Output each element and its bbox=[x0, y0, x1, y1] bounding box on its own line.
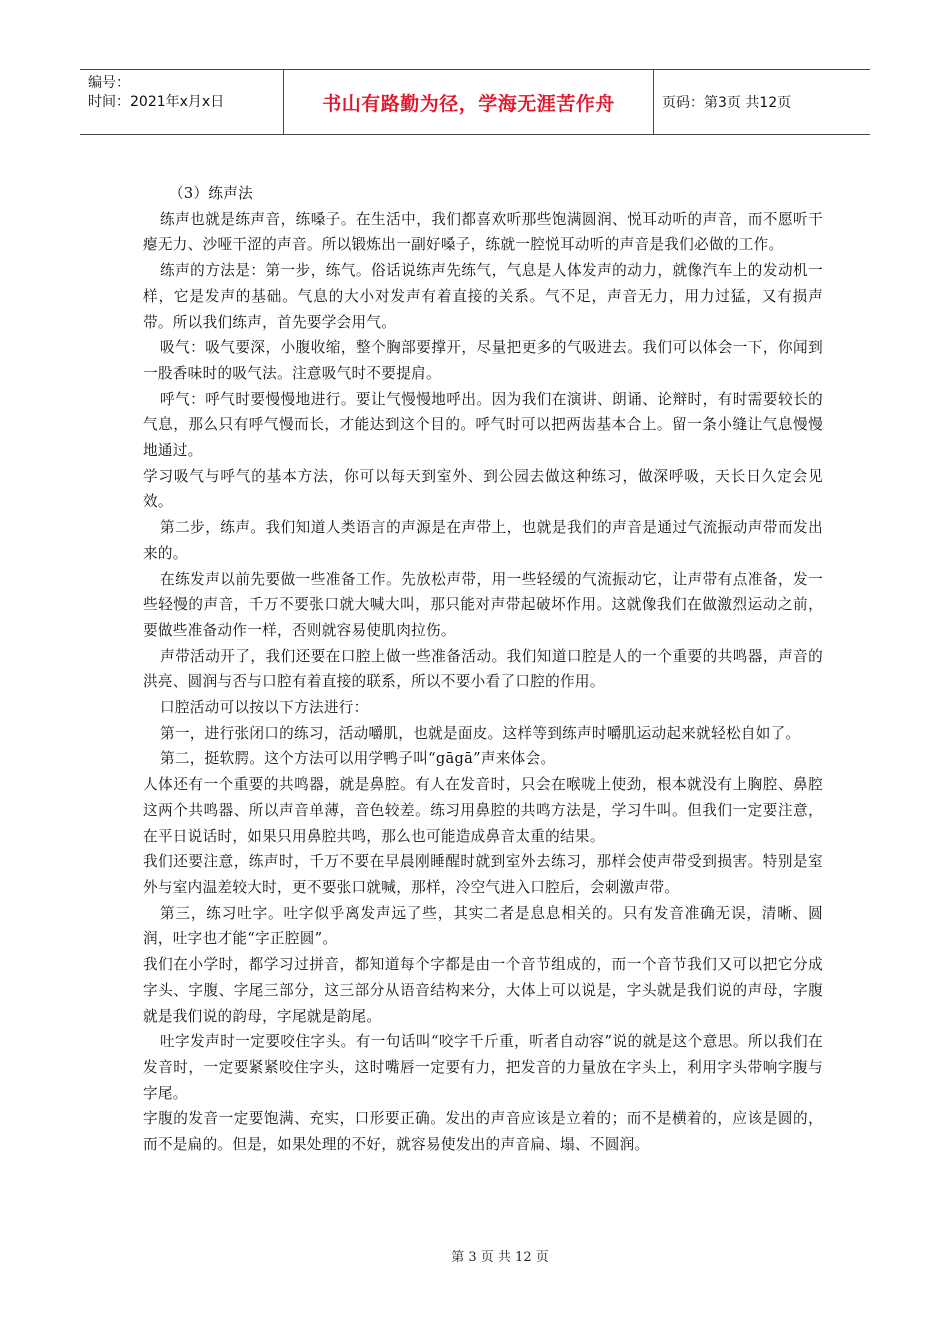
paragraph: 字腹的发音一定要饱满、充实，口形要正确。发出的声音应该是立着的；而不是横着的，应该是圆的，而不是扁的。但是，如果处理的不好，就容易使发出的声音扁、塌、不圆润。 bbox=[143, 1110, 823, 1154]
paragraph: 第一，进行张闭口的练习，活动嚼肌，也就是面皮。这样等到练声时嚼肌运动起来就轻松自如了。 bbox=[160, 724, 801, 742]
header-meta bbox=[80, 70, 284, 134]
paragraph: 第二步，练声。我们知道人类语言的声源是在声带上，也就是我们的声音是通过气流振动声带而发出来的。 bbox=[143, 519, 823, 562]
header-time-label: 时间：2021年x月x日 bbox=[88, 94, 225, 110]
paragraph: 呼气：呼气时要慢慢地进行。要让气慢慢地呼出。因为我们在演讲、朗诵、论辩时，有时需要较长的气息，那么只有呼气慢而长，才能达到这个目的。呼气时可以把两齿基本合上。留一条小缝让气息慢慢地通过。 bbox=[143, 390, 823, 460]
document-body bbox=[143, 181, 823, 1158]
paragraph: 吐字发声时一定要咬住字头。有一句话叫“咬字千斤重，听者自动容”说的就是这个意思。所以我们在发音时，一定要紧紧咬住字头，这时嘴唇一定要有力，把发音的力量放在字头上，利用字头带响字腹与字尾。 bbox=[143, 1033, 823, 1102]
paragraph: 口腔活动可以按以下方法进行： bbox=[160, 699, 369, 717]
paragraph: 学习吸气与呼气的基本方法，你可以每天到室外、到公园去做这种练习，做深呼吸，天长日久定会见效。 bbox=[143, 467, 823, 511]
section-title: （3）练声法 bbox=[169, 185, 254, 202]
paragraph: 我们还要注意，练声时，千万不要在早晨刚睡醒时就到室外去练习，那样会使声带受到损害。特别是室外与室内温差较大时，更不要张口就喊，那样，冷空气进入口腔后，会刺激声带。 bbox=[143, 853, 823, 896]
paragraph: 声带活动开了，我们还要在口腔上做一些准备活动。我们知道口腔是人的一个重要的共鸣器，声音的洪亮、圆润与否与口腔有着直接的联系，所以不要小看了口腔的作用。 bbox=[143, 647, 823, 691]
paragraph: 练声的方法是：第一步，练气。俗话说练声先练气，气息是人体发声的动力，就像汽车上的发动机一样，它是发声的基础。气息的大小对发声有着直接的关系。气不足，声音无力，用力过猛，又有损声带。所以我们练声，首先要学会用气。 bbox=[143, 262, 823, 331]
header-motto: 书山有路勤为径，学海无涯苦作舟 bbox=[284, 70, 654, 134]
paragraph: 我们在小学时，都学习过拼音，都知道每个字都是由一个音节组成的，而一个音节我们又可以把它分成字头、字腹、字尾三部分，这三部分从语音结构来分，大体上可以说是，字头就是我们说的声母，字腹就是我们说的韵母，字尾就是韵尾。 bbox=[143, 956, 823, 1025]
page-header bbox=[80, 69, 870, 135]
page-footer: 第 3 页 共 12 页 bbox=[451, 1250, 549, 1265]
paragraph: 第二，挺软腭。这个方法可以用学鸭子叫“gāgā”声来体会。 bbox=[160, 750, 556, 768]
paragraph: 第三，练习吐字。吐字似乎离发声远了些，其实二者是息息相关的。只有发音准确无误，清晰、圆润，吐字也才能“字正腔圆”。 bbox=[143, 904, 823, 948]
paragraph: 吸气：吸气要深，小腹收缩，整个胸部要撑开，尽量把更多的气吸进去。我们可以体会一下，你闻到一股香味时的吸气法。注意吸气时不要提肩。 bbox=[143, 339, 823, 382]
header-number-label: 编号： bbox=[88, 75, 130, 91]
paragraph: 练声也就是练声音，练嗓子。在生活中，我们都喜欢听那些饱满圆润、悦耳动听的声音，而不愿听干瘪无力、沙哑干涩的声音。所以锻炼出一副好嗓子，练就一腔悦耳动听的声音是我们必做的工作。 bbox=[143, 210, 823, 254]
header-page-info: 页码：第3页 共12页 bbox=[662, 95, 792, 111]
paragraph: 在练发声以前先要做一些准备工作。先放松声带，用一些轻缓的气流振动它，让声带有点准备，发一些轻慢的声音，千万不要张口就大喊大叫，那只能对声带起破坏作用。这就像我们在做激烈运动之前，要做些准备动作一样，否则就容易使肌肉拉伤。 bbox=[143, 570, 823, 639]
paragraph: 人体还有一个重要的共鸣器，就是鼻腔。有人在发音时，只会在喉咙上使劲，根本就没有上胸腔、鼻腔这两个共鸣器、所以声音单薄，音色较差。练习用鼻腔的共鸣方法是，学习牛叫。但我们一定要注意，在平日说话时，如果只用鼻腔共鸣，那么也可能造成鼻音太重的结果。 bbox=[143, 776, 823, 845]
